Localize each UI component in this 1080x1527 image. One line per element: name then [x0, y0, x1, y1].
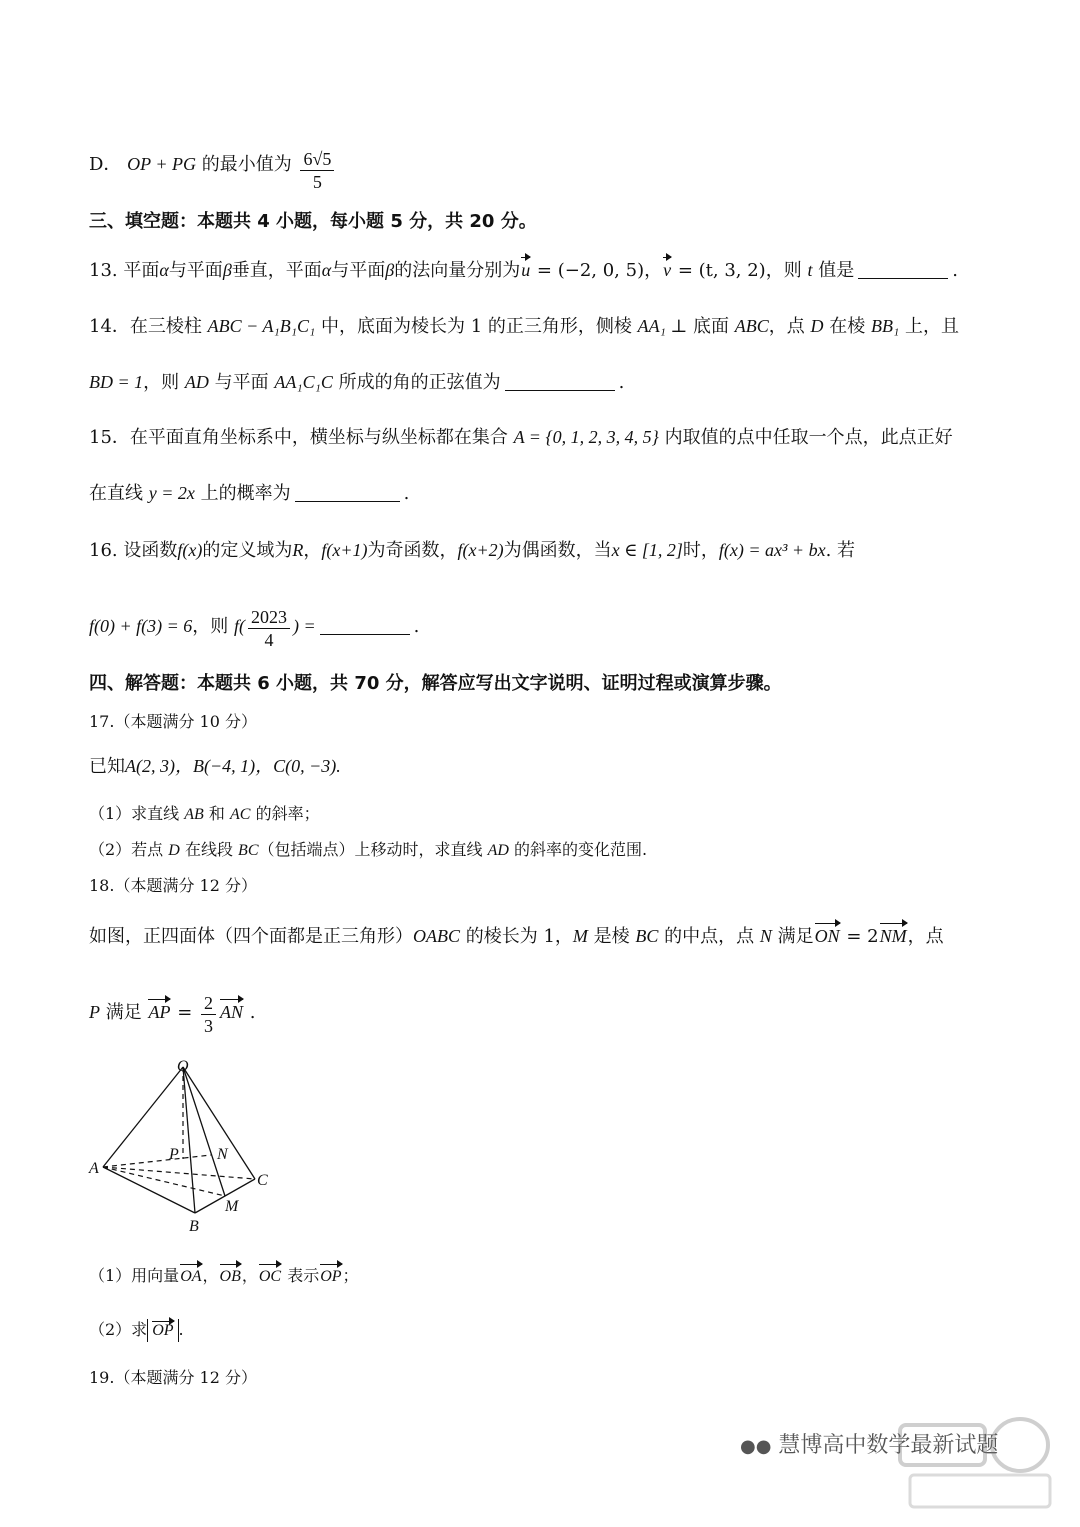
question-18-header: 18.（本题满分 12 分）: [89, 876, 257, 895]
watermark-logo: [890, 1410, 1060, 1515]
expression: OP + PG: [127, 154, 196, 174]
answer-blank: [295, 483, 400, 502]
question-18-part-2: （2）求 OP .: [89, 1316, 991, 1344]
label-N: N: [217, 1146, 228, 1163]
answer-blank: [320, 616, 410, 635]
label-M: M: [225, 1198, 239, 1215]
question-18: 如图，正四面体（四个面都是正三角形）OABC 的棱长为 1，M 是棱 BC 的中点，点 N 满足ON = 2NM，点: [89, 922, 991, 951]
answer-blank: [505, 372, 615, 391]
question-15-cont: 在直线 y = 2x 上的概率为 .: [89, 483, 410, 504]
question-14: 14．在三棱柱 ABC − A₁B₁C₁ 中，底面为棱长为 1 的正三角形，侧棱 AA₁ ⊥ 底面 ABC，点 D 在棱 BB₁ 上，且: [89, 316, 959, 337]
fraction: $\frac{2}{3}$: [201, 992, 216, 1037]
edge-OB: [183, 1067, 195, 1213]
label-P: P: [169, 1146, 179, 1163]
segment-AN: [103, 1155, 211, 1167]
denominator: 5: [312, 172, 322, 192]
segment-AM: [103, 1167, 225, 1196]
section-4-heading: 四、解答题：本题共 6 小题，共 70 分，解答应写出文字说明、证明过程或演算步骤。: [89, 673, 782, 694]
watermark-text: 慧博高中数学最新试题: [778, 1433, 999, 1458]
question-17-header: 17.（本题满分 10 分）: [89, 712, 257, 731]
option-label: D．: [89, 154, 122, 175]
fraction: [300, 148, 334, 193]
fraction: $\frac{2023}{4}$: [248, 606, 290, 651]
numerator: 6√5: [300, 148, 334, 171]
question-18-part-1: （1）用向量OA，OB，OC 表示OP；: [89, 1262, 991, 1291]
label-O: O: [177, 1058, 189, 1075]
abs-value: OP: [147, 1319, 178, 1342]
question-17-part-1: （1）求直线 AB 和 AC 的斜率；: [89, 804, 320, 823]
label-C: C: [257, 1172, 268, 1189]
question-19-header: 19.（本题满分 12 分）: [89, 1368, 257, 1387]
section-3-heading: 三、填空题：本题共 4 小题，每小题 5 分，共 20 分。: [89, 211, 537, 232]
tetrahedron-figure: [85, 1055, 285, 1235]
question-16-cont: f(0) + f(3) = 6，则 f( $\frac{2023}{4}$ ) = .: [89, 607, 420, 650]
segment-OM: [183, 1067, 225, 1196]
edge-AC: [103, 1167, 255, 1179]
question-13: 13. 平面α与平面β垂直，平面α与平面β的法向量分别为u = (−2, 0, 5)，v = (t, 3, 2)，则 t 值是 .: [89, 256, 991, 285]
question-17: 已知A(2, 3)，B(−4, 1)，C(0, −3).: [89, 756, 341, 777]
edge-AB: [103, 1167, 195, 1213]
label-B: B: [189, 1218, 199, 1235]
answer-blank: [858, 260, 948, 279]
question-17-part-2: （2）若点 D 在线段 BC（包括端点）上移动时，求直线 AD 的斜率的变化范围.: [89, 840, 648, 859]
question-18-cont: P 满足 AP = $\frac{2}{3}$ AN .: [89, 993, 256, 1036]
question-14-cont: BD = 1，则 AD 与平面 AA₁C₁C 所成的角的正弦值为 .: [89, 372, 625, 393]
question-15: 15．在平面直角坐标系中，横坐标与纵坐标都在集合 A = {0, 1, 2, 3, 4, 5} 内取值的点中任取一个点，此点正好: [89, 427, 953, 448]
question-16: 16. 设函数f(x)的定义域为R，f(x+1)为奇函数，f(x+2)为偶函数，当x ∈ [1, 2]时，f(x) = ax³ + bx. 若: [89, 540, 856, 561]
label-A: A: [89, 1160, 99, 1177]
wechat-icon: ●●: [740, 1436, 772, 1457]
text: 的最小值为: [201, 154, 292, 175]
option-d: [89, 148, 991, 193]
